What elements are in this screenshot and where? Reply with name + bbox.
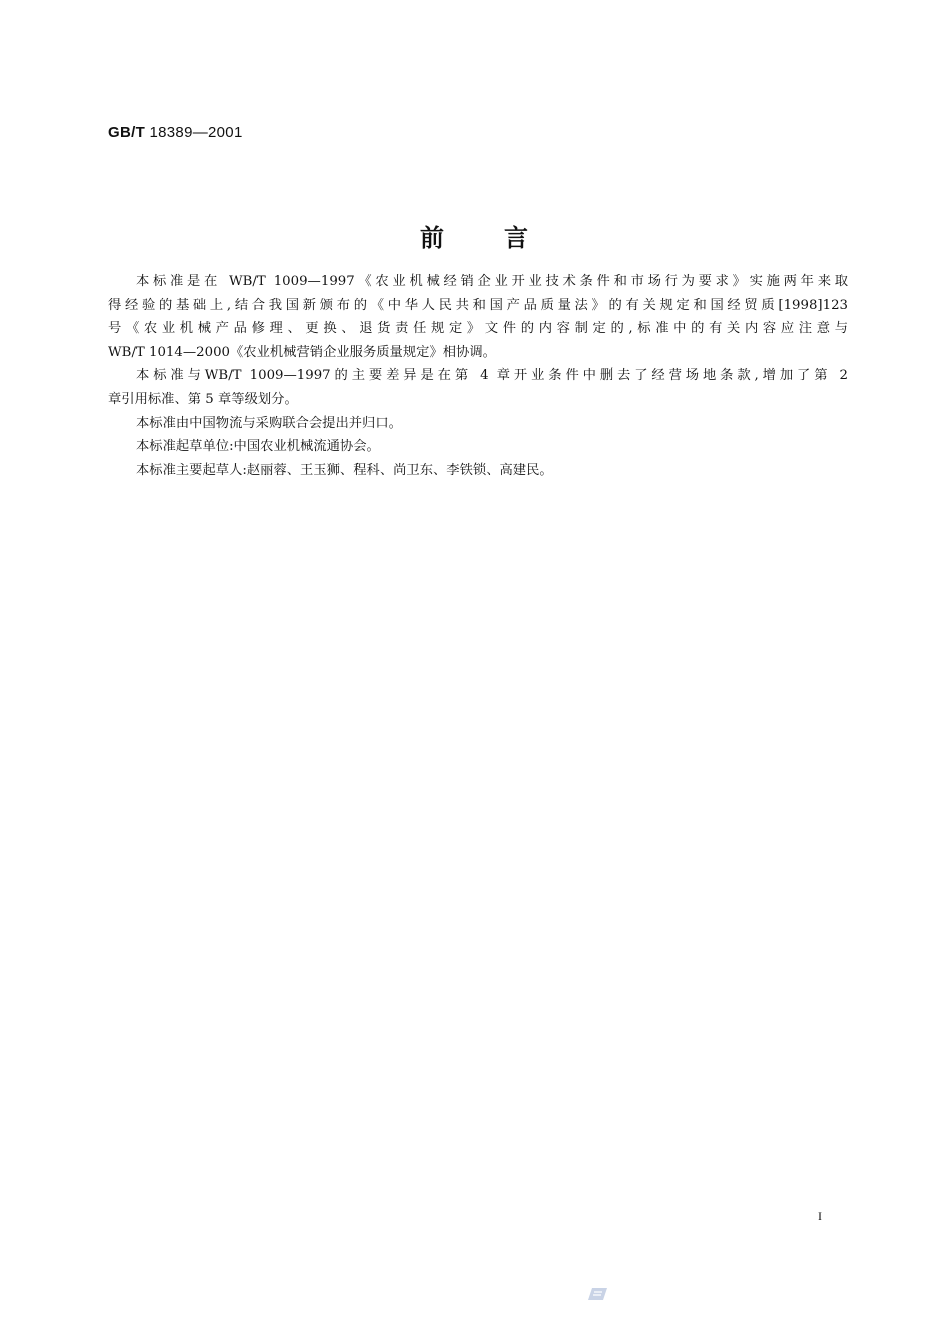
standard-number: 18389—2001: [149, 124, 243, 141]
page-number: I: [818, 1209, 822, 1223]
foreword-body: [108, 270, 848, 482]
paragraph-line: WB/T 1014—2000《农业机械营销企业服务质量规定》相协调。: [108, 344, 496, 360]
title-char-2: 言: [504, 224, 530, 252]
page-title: [0, 218, 950, 253]
paragraph: [108, 435, 848, 459]
paragraph-line: 号《农业机械产品修理、更换、退货责任规定》文件的内容制定的,标准中的有关内容应注意与: [108, 321, 848, 337]
paragraph: [108, 412, 848, 436]
paragraph-line: 本标准是在 WB/T 1009—1997《农业机械经销企业开业技术条件和市场行为要求》实施两年来取: [136, 274, 848, 289]
standard-number-header: [108, 124, 243, 141]
paragraph-line: 得经验的基础上,结合我国新颁布的《中华人民共和国产品质量法》的有关规定和国经贸质[1998]123: [108, 297, 848, 313]
paragraph: [108, 459, 848, 483]
paragraph-line: 本标准由中国物流与采购联合会提出并归口。: [136, 415, 402, 431]
standard-prefix: GB/T: [108, 124, 146, 141]
title-char-1: 前: [420, 224, 446, 252]
paragraph: [108, 364, 848, 411]
paragraph-line: 本标准主要起草人:赵丽蓉、王玉狮、程科、尚卫东、李铁锁、高建民。: [136, 462, 553, 478]
watermark-logo-icon: [585, 1285, 611, 1303]
paragraph-line: 章引用标准、第 5 章等级划分。: [108, 391, 298, 407]
paragraph-line: 本标准与WB/T 1009—1997的主要差异是在第 4 章开业条件中删去了经营场地条款,增加了第 2: [136, 368, 848, 384]
paragraph: [108, 270, 848, 364]
paragraph-line: 本标准起草单位:中国农业机械流通协会。: [136, 439, 380, 455]
